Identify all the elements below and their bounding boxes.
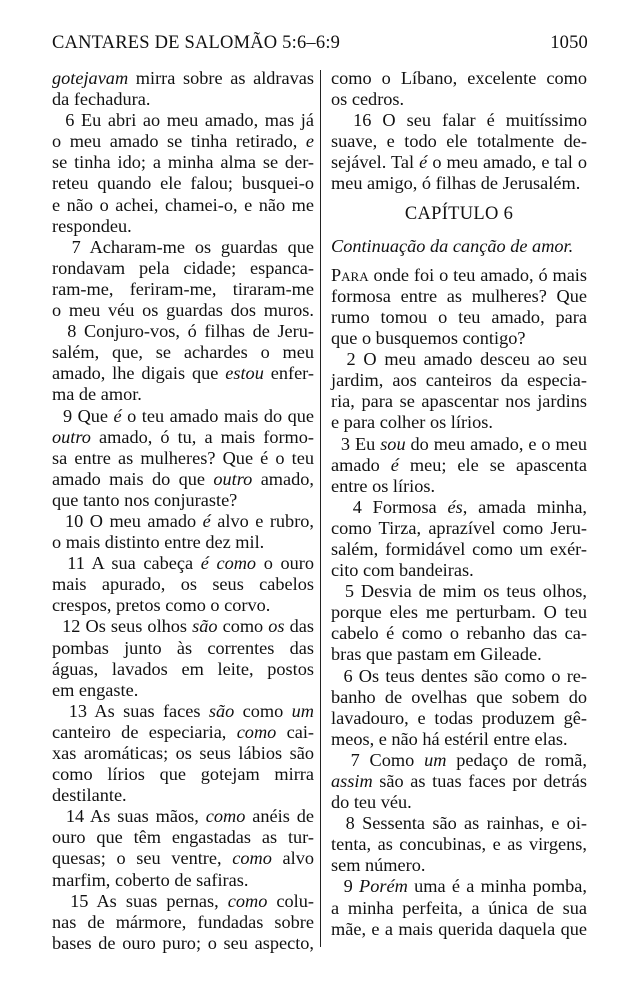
- right-column-line: salém, formidável como um exér-: [331, 538, 587, 559]
- right-column-line: ria, para se apascentar nos jardins: [331, 391, 587, 412]
- left-column-line: ouro que têm engastadas as tur-: [52, 827, 314, 848]
- left-column-line: se tinha ido; a minha alma se der-: [52, 152, 314, 173]
- right-column-line: meos, e não há estéril entre elas.: [331, 728, 568, 749]
- left-column-line: 11 A sua cabeça é como o ouro: [52, 553, 314, 574]
- left-column-line: 15 As suas pernas, como colu-: [52, 890, 314, 911]
- right-column-line: 16 O seu falar é muitíssimo: [331, 110, 587, 131]
- left-column-line: o meu amado se tinha retirado, e: [52, 131, 314, 152]
- chapter-5-ending: [331, 68, 587, 195]
- left-column-line: quesas; o seu ventre, como alvo: [52, 848, 315, 869]
- right-column-line: cito com bandeiras.: [331, 560, 474, 581]
- right-column-line: como Tirza, aprazível como Jeru-: [331, 517, 587, 538]
- left-column-line: destilante.: [52, 785, 127, 806]
- right-column-line: sem número.: [331, 855, 426, 876]
- chapter-intro: Continuação da canção de amor.: [331, 235, 574, 256]
- right-column-line: a minha perfeita, a única de sua: [331, 897, 587, 918]
- left-column-line: que tanto nos conjuraste?: [52, 489, 238, 510]
- left-column-line: gotejavam mirra sobre as aldravas: [52, 68, 314, 88]
- right-column-line: 3 Eu sou do meu amado, e o meu: [331, 433, 587, 454]
- right-column-line: jardim, aos canteiros da especia-: [331, 370, 587, 391]
- left-column-line: salém, que, se achardes o meu: [52, 342, 314, 363]
- right-text-column: [331, 68, 587, 940]
- left-column-line: 9 Que é o teu amado mais do que: [52, 405, 314, 426]
- right-column-line: Para onde foi o teu amado, ó mais: [331, 264, 587, 285]
- right-column-line: os cedros.: [331, 89, 405, 110]
- column-divider: [320, 70, 321, 947]
- chapter-6-text: [331, 265, 587, 940]
- left-column-line: e não o achei, chamei-o, e não me: [52, 194, 314, 215]
- right-column-line: 9 Porém uma é a minha pomba,: [331, 876, 587, 897]
- left-column-line: crespos, pretos como o corvo.: [52, 595, 271, 616]
- left-column-line: reteu quando ele falou; busquei-o: [52, 173, 314, 194]
- right-column-line: 7 Como um pedaço de romã,: [331, 749, 587, 770]
- right-column-line: que o busquemos contigo?: [331, 328, 526, 349]
- left-column-line: 13 As suas faces são como um: [52, 700, 314, 721]
- right-column-line: tenta, as concubinas, e as virgens,: [331, 834, 587, 855]
- right-column-line: meu amigo, ó filhas de Jerusalém.: [331, 173, 581, 194]
- right-column-line: rumo tomou o teu amado, para: [331, 306, 587, 327]
- left-column-line: marfim, coberto de safiras.: [52, 869, 249, 890]
- left-column-line: 10 O meu amado é alvo e rubro,: [52, 510, 314, 531]
- right-column-line: como o Líbano, excelente como: [331, 68, 587, 88]
- left-column-line: amado, lhe digais que estou enfer-: [52, 363, 314, 384]
- left-column-line: 12 Os seus olhos são como os das: [52, 616, 314, 637]
- right-column-line: 4 Formosa és, amada minha,: [331, 496, 588, 517]
- left-column-line: outro amado, ó tu, a mais formo-: [52, 426, 314, 447]
- left-column-line: 6 Eu abri ao meu amado, mas já: [52, 110, 314, 131]
- page-number: 1050: [550, 33, 588, 53]
- right-column-line: formosa entre as mulheres? Que: [331, 285, 587, 306]
- left-column-line: 14 As suas mãos, como anéis de: [52, 806, 314, 827]
- right-column-line: do teu véu.: [331, 792, 412, 813]
- left-column-line: canteiro de especiaria, como cai-: [52, 721, 314, 742]
- right-column-line: e para colher os lírios.: [331, 412, 493, 433]
- right-column-line: entre os lírios.: [331, 475, 436, 496]
- left-column-line: xas aromáticas; os seus lábios são: [52, 743, 314, 763]
- running-header: [52, 33, 588, 59]
- left-column-line: 8 Conjuro-vos, ó filhas de Jeru-: [52, 321, 314, 342]
- left-column-line: nas de mármore, fundadas sobre: [52, 911, 314, 932]
- right-column-line: 8 Sessenta são as rainhas, e oi-: [331, 813, 587, 834]
- left-text-column: [52, 68, 314, 954]
- right-column-line: mãe, e a mais querida daquela que: [331, 918, 587, 939]
- right-column-line: cabelo é como o rebanho das ca-: [331, 623, 587, 644]
- left-column-line: como lírios que gotejam mirra: [52, 764, 314, 785]
- left-column-line: em engaste.: [52, 679, 139, 700]
- right-column-line: sejável. Tal é o meu amado, e tal o: [331, 152, 587, 173]
- left-column-line: respondeu.: [52, 215, 132, 236]
- chapter-heading: CAPÍTULO 6: [404, 203, 514, 224]
- left-column-line: bases de ouro puro; o seu aspecto,: [52, 932, 314, 953]
- left-column-line: ram-me, feriram-me, tiraram-me: [52, 278, 314, 299]
- right-column-line: 5 Desvia de mim os teus olhos,: [331, 581, 587, 602]
- left-column-line: da fechadura.: [52, 89, 151, 110]
- right-column-line: lavadouro, e todas produzem gê-: [331, 707, 587, 728]
- right-column-line: banho de ovelhas que sobem do: [331, 686, 587, 707]
- right-column-line: porque eles me perturbam. O teu: [331, 602, 587, 623]
- right-column-line: bras que pastam em Gileade.: [331, 644, 542, 665]
- left-column-line: sa entre as mulheres? Que é o teu: [52, 447, 314, 468]
- left-column-line: o mais distinto entre dez mil.: [52, 532, 265, 553]
- left-column-line: ma de amor.: [52, 384, 142, 405]
- left-column-line: mais apurado, os seus cabelos: [52, 574, 314, 595]
- right-column-line: 6 Os teus dentes são como o re-: [331, 665, 587, 686]
- right-column-line: 2 O meu amado desceu ao seu: [331, 349, 587, 370]
- right-column-line: assim são as tuas faces por detrás: [331, 771, 587, 791]
- left-column-line: o meu véu os guardas dos muros.: [52, 300, 314, 321]
- right-column-line: amado é meu; ele se apascenta: [331, 454, 587, 475]
- right-column-line: suave, e todo ele totalmente de-: [331, 131, 587, 152]
- left-column-line: 7 Acharam-me os guardas que: [52, 236, 314, 257]
- left-column-line: pombas junto às correntes das: [52, 637, 314, 658]
- book-chapter-range: CANTARES DE SALOMÃO 5:6–6:9: [52, 33, 341, 53]
- left-column-line: rondavam pela cidade; espanca-: [52, 257, 314, 278]
- left-column-line: amado mais do que outro amado,: [52, 468, 314, 489]
- left-column-line: águas, lavados em leite, postos: [52, 658, 314, 679]
